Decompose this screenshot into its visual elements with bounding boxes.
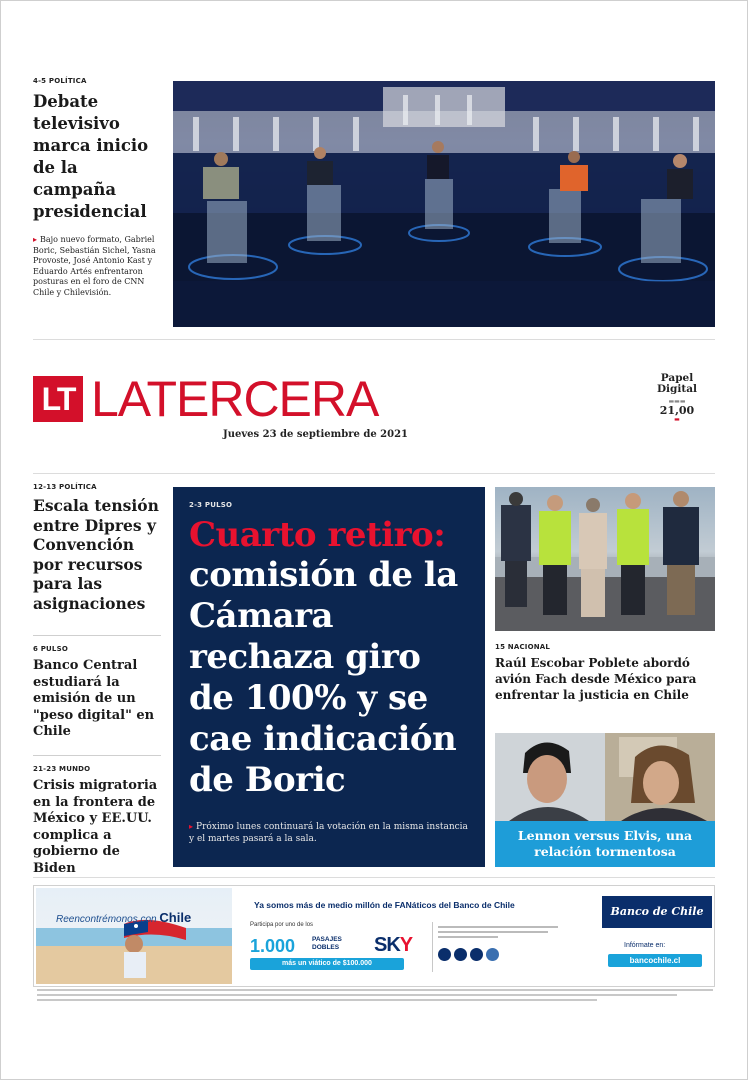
card-icon — [454, 948, 467, 961]
main-story-lead — [189, 821, 469, 845]
separator — [33, 339, 715, 340]
right-story-headline[interactable]: Raúl Escobar Poblete abordó avión Fach desde México para enfrentar la justicia en Chile — [495, 656, 697, 702]
top-story-text — [33, 77, 163, 298]
papel-digital-badge[interactable] — [651, 373, 703, 423]
lennon-elvis-photo[interactable] — [495, 733, 715, 821]
ad-fine-text — [438, 926, 588, 938]
masthead[interactable] — [33, 371, 379, 427]
lennon-elvis-caption[interactable]: Lennon versus Elvis, una relación tormentosa — [495, 821, 715, 867]
right-story-kicker: 15 NACIONAL — [495, 643, 551, 651]
card-icon — [486, 948, 499, 961]
ad-informate: Infórmate en: — [624, 942, 666, 949]
bank-logo[interactable]: Banco de Chile — [602, 896, 712, 928]
left-story-1[interactable] — [33, 483, 163, 613]
debate-photo[interactable] — [173, 81, 715, 327]
masthead-logo-mark: LT — [33, 376, 83, 422]
main-story-kicker: 2-3 PULSO — [189, 501, 233, 509]
column-separator — [33, 635, 161, 636]
ad-participa: Participa por uno de los — [250, 922, 314, 928]
ad-pasajes: PASAJES DOBLES — [312, 936, 342, 951]
bank-advertisement[interactable] — [33, 885, 715, 987]
escobar-photo[interactable] — [495, 487, 715, 631]
left-story-2-headline[interactable]: Banco Central estudiará la emisión de un "peso digital" en Chile — [33, 658, 155, 739]
ad-card-icons — [438, 948, 499, 961]
ad-airline-y: Y — [399, 934, 413, 956]
left-story-3-kicker: 21-23 MUNDO — [33, 765, 91, 773]
ad-slogan-brand: Chile — [159, 910, 192, 925]
ad-image-panel — [36, 888, 232, 984]
left-story-2[interactable] — [33, 645, 163, 741]
card-icon — [470, 948, 483, 961]
bullet-icon: ▸ — [33, 235, 38, 244]
legal-fine-print — [37, 989, 713, 1003]
debate-stage-illustration — [173, 81, 715, 327]
ad-headline: Ya somos más de medio millón de FANáticos del Banco de Chile — [254, 900, 515, 910]
top-story-kicker: 4-5 POLÍTICA — [33, 77, 87, 85]
separator — [33, 877, 715, 878]
portraits-illustration — [495, 733, 715, 821]
left-story-3-headline[interactable]: Crisis migratoria en la frontera de México y EE.UU. complica a gobierno de Biden — [33, 778, 158, 876]
escort-illustration — [495, 487, 715, 631]
papel-digital-title: Papel Digital — [656, 372, 698, 395]
ad-cta-bar[interactable]: más un viático de $100.000 — [250, 958, 404, 970]
main-story-lead-text: Próximo lunes continuará la votación en la misma instancia y el martes pasará a la sala. — [189, 822, 468, 844]
card-icon — [438, 948, 451, 961]
left-story-1-kicker: 12-13 POLÍTICA — [33, 483, 97, 491]
papel-rule-red: ▬ — [674, 416, 680, 423]
left-story-2-kicker: 6 PULSO — [33, 645, 68, 653]
main-story-headline[interactable]: comisión de la Cámara rechaza giro de 100% y se cae indicación de Boric — [189, 555, 458, 800]
top-story-lead — [33, 235, 163, 298]
column-separator — [33, 755, 161, 756]
bullet-icon: ▸ — [189, 822, 194, 831]
left-story-1-headline[interactable]: Escala tensión entre Dipres y Convención por recursos para las asignaciones — [33, 496, 159, 613]
papel-digital-price: 21,00 — [659, 404, 695, 417]
separator — [33, 473, 715, 474]
left-story-3[interactable] — [33, 765, 163, 877]
ad-slogan — [56, 910, 191, 925]
ad-url-link[interactable]: bancochile.cl — [608, 954, 702, 967]
ad-slogan-text: Reencontrémonos con — [56, 914, 157, 925]
ad-beach-illustration — [36, 888, 232, 984]
main-story[interactable] — [173, 487, 485, 867]
ad-airline-logo — [374, 934, 412, 957]
ad-number: 1.000 — [250, 936, 296, 956]
main-story-headline-red[interactable]: Cuarto retiro: — [189, 515, 446, 555]
masthead-name: LATERCERA — [91, 371, 379, 427]
ad-divider — [432, 922, 433, 972]
masthead-date: Jueves 23 de septiembre de 2021 — [223, 429, 408, 440]
ad-airline-sk: SK — [374, 934, 400, 956]
top-story-headline[interactable]: Debate televisivo marca inicio de la campaña presidencial — [33, 92, 149, 221]
papel-rule: ▬▬▬ — [668, 398, 686, 405]
top-story-lead-text: Bajo nuevo formato, Gabriel Boric, Sebastián Sichel, Yasna Provoste, José Antonio Kast y Eduardo Artés enfrentaron posturas en el foro de CNN Chile y Chilevisión. — [33, 235, 156, 297]
